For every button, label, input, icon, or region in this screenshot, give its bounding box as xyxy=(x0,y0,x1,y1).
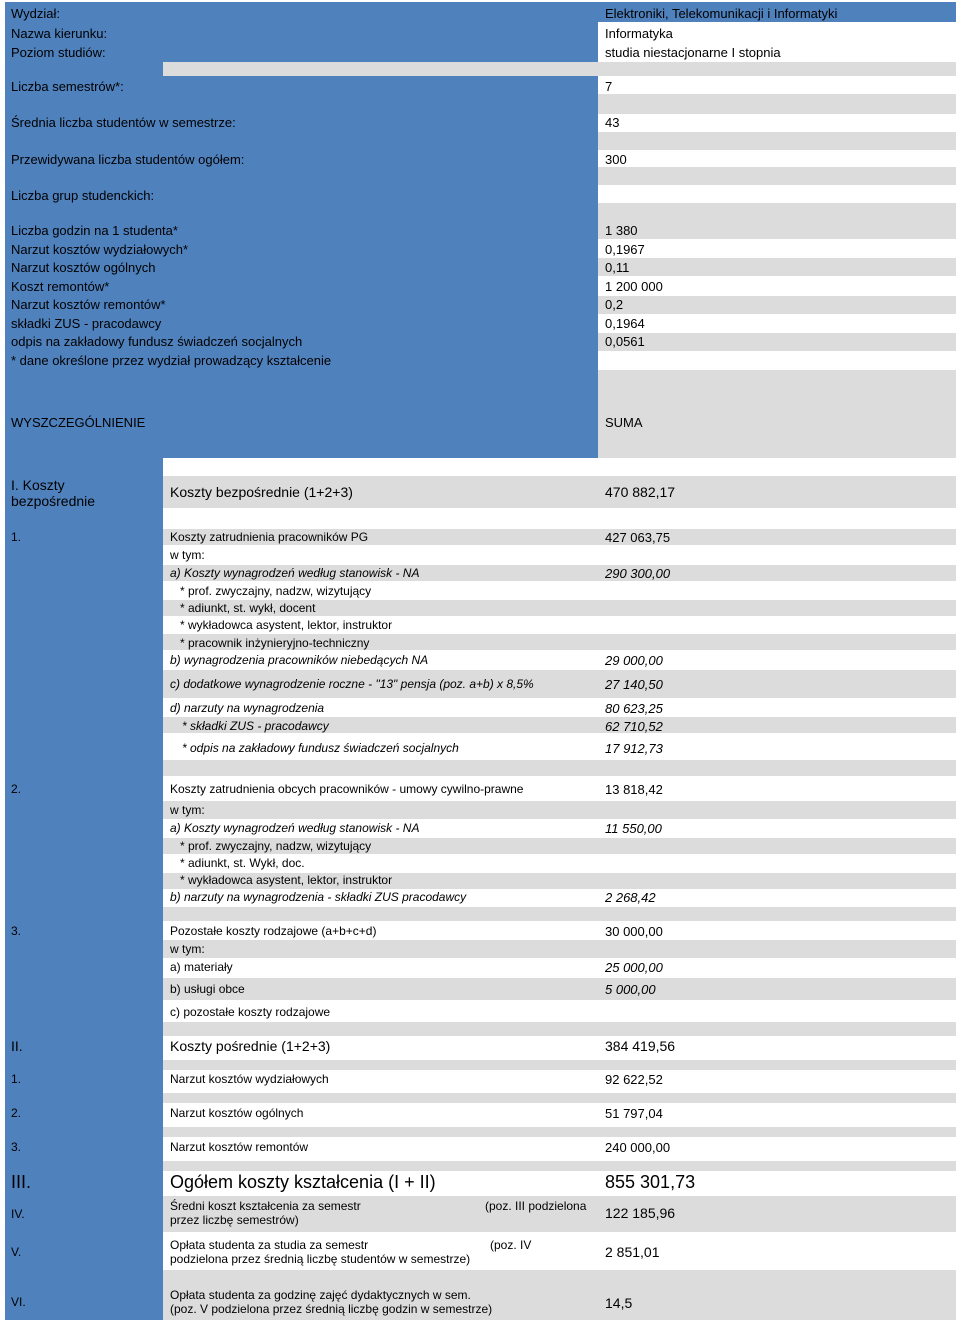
row-label: c) dodatkowe wynagrodzenie roczne - "13" pensja (poz. a+b) x 8,5% xyxy=(170,677,534,691)
section-vi-label: Opłata studenta za godzinę zajęć dydaktycznych w sem. xyxy=(170,1288,471,1302)
param-value: 1 380 xyxy=(605,223,638,238)
row-label: w tym: xyxy=(170,548,205,562)
column-header-wyszczegolnienie: WYSZCZEGÓLNIENIE xyxy=(11,415,146,430)
row-value: 13 818,42 xyxy=(605,782,663,797)
param-value: 0,2 xyxy=(605,297,624,312)
row-number: 2. xyxy=(11,782,22,796)
param-value: 0,1964 xyxy=(605,316,645,331)
row-label: * pracownik inżynieryjno-techniczny xyxy=(180,636,370,650)
ogolem-value: 300 xyxy=(605,152,627,167)
grey-band xyxy=(163,978,956,1000)
section-iii-value: 855 301,73 xyxy=(605,1172,696,1192)
param-label: Narzut kosztów remontów* xyxy=(11,297,166,312)
row-label: c) pozostałe koszty rodzajowe xyxy=(170,1005,331,1019)
grey-band xyxy=(598,221,956,239)
row-number: 3. xyxy=(11,924,22,938)
row-value: 30 000,00 xyxy=(605,924,663,939)
row-label: w tym: xyxy=(170,942,205,956)
row-label: b) wynagrodzenia pracowników niebedących NA xyxy=(170,653,429,667)
grey-band xyxy=(163,760,956,776)
section-iv-label-note: (poz. III podzielona xyxy=(485,1199,587,1213)
kierunek-label: Nazwa kierunku: xyxy=(11,26,108,41)
row-value: 290 300,00 xyxy=(605,566,671,581)
row-value: 51 797,04 xyxy=(605,1106,663,1121)
row-number: 3. xyxy=(11,1140,22,1154)
section-ii-value: 384 419,56 xyxy=(605,1038,676,1054)
semestry-value: 7 xyxy=(605,79,613,94)
poziom-label: Poziom studiów: xyxy=(11,45,106,60)
row-value: 27 140,50 xyxy=(605,677,663,692)
row-label: Narzut kosztów ogólnych xyxy=(170,1106,304,1120)
grey-band xyxy=(598,94,956,114)
row-number: 1. xyxy=(11,530,22,544)
section-iv-label-2: przez liczbę semestrów) xyxy=(170,1213,299,1227)
row-value: 240 000,00 xyxy=(605,1140,671,1155)
section-iii-number: III. xyxy=(11,1172,32,1192)
row-label: * adiunkt, st. Wykł, doc. xyxy=(180,856,305,870)
row-label: w tym: xyxy=(170,803,205,817)
row-value: 29 000,00 xyxy=(605,653,663,668)
row-label: Narzut kosztów remontów xyxy=(170,1140,309,1154)
section-v-label-note: (poz. IV xyxy=(490,1238,532,1252)
grey-band xyxy=(598,167,956,185)
row-value: 25 000,00 xyxy=(605,960,663,975)
section-vi-value: 14,5 xyxy=(605,1295,633,1311)
row-label: * wykładowca asystent, lektor, instruktor xyxy=(180,618,393,632)
grey-band xyxy=(163,801,956,819)
grey-band xyxy=(163,1022,956,1036)
row-value: 92 622,52 xyxy=(605,1072,663,1087)
row-label: * odpis na zakładowy fundusz świadczeń socjalnych xyxy=(182,741,459,755)
section-v-value: 2 851,01 xyxy=(605,1244,660,1260)
row-number: 2. xyxy=(11,1106,22,1120)
row-label: * prof. zwyczajny, nadzw, wizytujący xyxy=(180,584,372,598)
param-value: 0,0561 xyxy=(605,334,645,349)
param-value: 0,11 xyxy=(605,260,630,275)
row-label: Narzut kosztów wydziałowych xyxy=(170,1072,329,1086)
column-header-suma: SUMA xyxy=(605,415,643,430)
section-iv-number: IV. xyxy=(11,1207,25,1221)
row-value: 5 000,00 xyxy=(605,982,656,997)
grey-band xyxy=(598,370,956,388)
row-number: 1. xyxy=(11,1072,22,1086)
section-vi-label-2: (poz. V podzielona przez średnią liczbę godzin w semestrze) xyxy=(170,1302,493,1316)
param-label: odpis na zakładowy fundusz świadczeń socjalnych xyxy=(11,334,303,349)
row-label: Koszty zatrudnienia obcych pracowników - umowy cywilno-prawne xyxy=(170,782,524,796)
param-label: Koszt remontów* xyxy=(11,279,110,294)
param-label: składki ZUS - pracodawcy xyxy=(11,316,162,331)
row-label: Koszty zatrudnienia pracowników PG xyxy=(170,530,369,544)
row-value: 17 912,73 xyxy=(605,741,663,756)
grey-band xyxy=(598,203,956,221)
row-label: a) Koszty wynagrodzeń według stanowisk - NA xyxy=(170,821,420,835)
param-label: Narzut kosztów ogólnych xyxy=(11,260,156,275)
grey-band xyxy=(163,1161,956,1171)
section-ii-number: II. xyxy=(11,1038,23,1054)
section-i-number: I. Koszty bezpośrednie xyxy=(11,477,96,510)
row-label: * składki ZUS - pracodawcy xyxy=(182,719,329,733)
section-v-label-2: podzielona przez średnią liczbę studentów w semestrze) xyxy=(170,1252,471,1266)
ogolem-label: Przewidywana liczba studentów ogółem: xyxy=(11,152,245,167)
row-label: * wykładowca asystent, lektor, instruktor xyxy=(180,873,393,887)
note: * dane określone przez wydział prowadzący kształcenie xyxy=(11,353,332,368)
grupy-label: Liczba grup studenckich: xyxy=(11,188,155,203)
param-value: 1 200 000 xyxy=(605,279,663,294)
row-value: 80 623,25 xyxy=(605,701,663,716)
grey-band xyxy=(163,62,956,76)
suma-header-cell xyxy=(598,388,956,458)
section-i-value: 470 882,17 xyxy=(605,484,676,500)
grey-band xyxy=(598,258,956,276)
wydzial-value: Elektroniki, Telekomunikacji i Informatyki xyxy=(605,6,838,21)
param-label: Liczba godzin na 1 studenta* xyxy=(11,223,178,238)
row-label: * adiunkt, st. wykł, docent xyxy=(180,601,316,615)
poziom-value: studia niestacjonarne I stopnia xyxy=(605,45,781,60)
grey-band xyxy=(598,296,956,314)
param-value: 0,1967 xyxy=(605,242,645,257)
param-label: Narzut kosztów wydziałowych* xyxy=(11,242,189,257)
grey-band xyxy=(598,132,956,150)
row-value: 11 550,00 xyxy=(605,821,662,836)
section-iv-value: 122 185,96 xyxy=(605,1205,676,1221)
row-value: 2 268,42 xyxy=(605,890,656,905)
section-v-label: Opłata studenta za studia za semestr xyxy=(170,1238,369,1252)
kierunek-value: Informatyka xyxy=(605,26,673,41)
row-label: a) materiały xyxy=(170,960,233,974)
row-label: * prof. zwyczajny, nadzw, wizytujący xyxy=(180,839,372,853)
grey-band xyxy=(598,333,956,351)
row-value: 427 063,75 xyxy=(605,530,671,545)
section-i-label: Koszty bezpośrednie (1+2+3) xyxy=(170,484,353,500)
grey-band xyxy=(163,940,956,958)
row-label: Pozostałe koszty rodzajowe (a+b+c+d) xyxy=(170,924,377,938)
section-vi-number: VI. xyxy=(11,1295,26,1309)
row-label: b) usługi obce xyxy=(170,982,245,996)
row-label: b) narzuty na wynagrodzenia - składki ZUS pracodawcy xyxy=(170,890,467,904)
srednia-label: Średnia liczba studentów w semestrze: xyxy=(11,115,236,130)
row-label: d) narzuty na wynagrodzenia xyxy=(170,701,325,715)
section-iv-label: Średni koszt kształcenia za semestr xyxy=(170,1199,361,1213)
row-label: a) Koszty wynagrodzeń według stanowisk - NA xyxy=(170,566,420,580)
grey-band xyxy=(163,1093,956,1103)
srednia-value: 43 xyxy=(605,115,620,130)
grey-band xyxy=(163,1127,956,1137)
row-value: 62 710,52 xyxy=(605,719,663,734)
grey-band xyxy=(163,907,956,921)
section-v-number: V. xyxy=(11,1245,22,1259)
section-ii-label: Koszty pośrednie (1+2+3) xyxy=(170,1038,331,1054)
section-iii-label: Ogółem koszty kształcenia (I + II) xyxy=(170,1172,436,1192)
semestry-label: Liczba semestrów*: xyxy=(11,79,124,94)
wydzial-label: Wydział: xyxy=(11,6,61,21)
grey-band xyxy=(163,1060,956,1070)
